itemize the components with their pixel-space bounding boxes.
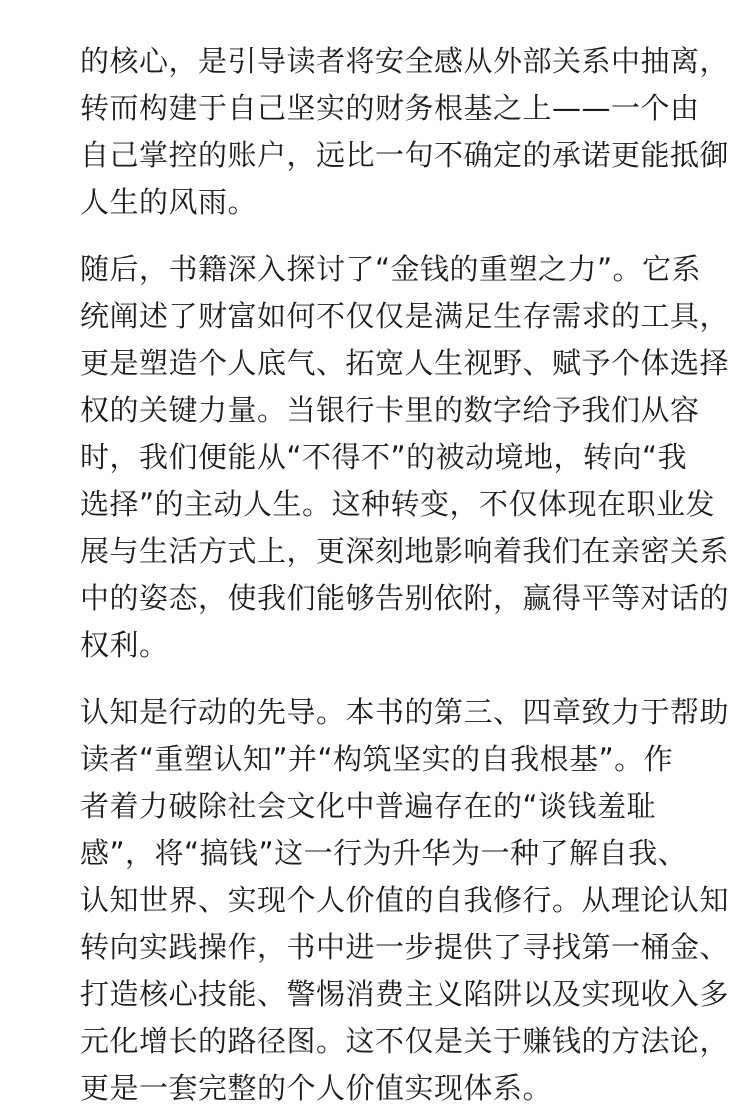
paragraph-2 [80, 246, 730, 669]
text-line: 元化增长的路径图。这不仅是关于赚钱的方法论， [80, 1024, 730, 1058]
text-line: 人生的风雨。 [80, 185, 258, 219]
text-line: 读者“重塑认知”并“构筑坚实的自我根基”。作 [80, 742, 674, 776]
text-line: 自己掌控的账户，远比一句不确定的承诺更能抵御 [80, 138, 730, 172]
text-line: 者着力破除社会文化中普遍存在的“谈钱羞耻 [80, 789, 657, 823]
text-line: 选择”的主动人生。这种转变，不仅体现在职业发 [80, 487, 716, 521]
text-line: 随后，书籍深入探讨了“金钱的重塑之力”。它系 [80, 252, 702, 286]
text-line: 更是一套完整的个人价值实现体系。 [80, 1071, 553, 1105]
text-line: 权的关键力量。当银行卡里的数字给予我们从容 [80, 393, 700, 427]
text-line: 打造核心技能、警惕消费主义陷阱以及实现收入多 [80, 977, 730, 1011]
text-line: 权利。 [80, 628, 169, 662]
text-line: 时，我们便能从“不得不”的被动境地，转向“我 [80, 440, 688, 474]
text-line: 感”，将“搞钱”这一行为升华为一种了解自我、 [80, 836, 688, 870]
text-line: 的核心，是引导读者将安全感从外部关系中抽离， [80, 44, 730, 78]
text-line: 转而构建于自己坚实的财务根基之上——一个由 [80, 91, 700, 125]
text-line: 更是塑造个人底气、拓宽人生视野、赋予个体选择 [80, 346, 730, 380]
text-line: 转向实践操作，书中进一步提供了寻找第一桶金、 [80, 930, 730, 964]
text-line: 统阐述了财富如何不仅仅是满足生存需求的工具， [80, 299, 730, 333]
paragraph-1 [80, 38, 730, 226]
text-line: 认知是行动的先导。本书的第三、四章致力于帮助 [80, 695, 730, 729]
text-line: 中的姿态，使我们能够告别依附，赢得平等对话的 [80, 581, 730, 615]
text-line: 认知世界、实现个人价值的自我修行。从理论认知 [80, 883, 730, 917]
text-line: 展与生活方式上，更深刻地影响着我们在亲密关系 [80, 534, 730, 568]
paragraph-3 [80, 689, 730, 1112]
